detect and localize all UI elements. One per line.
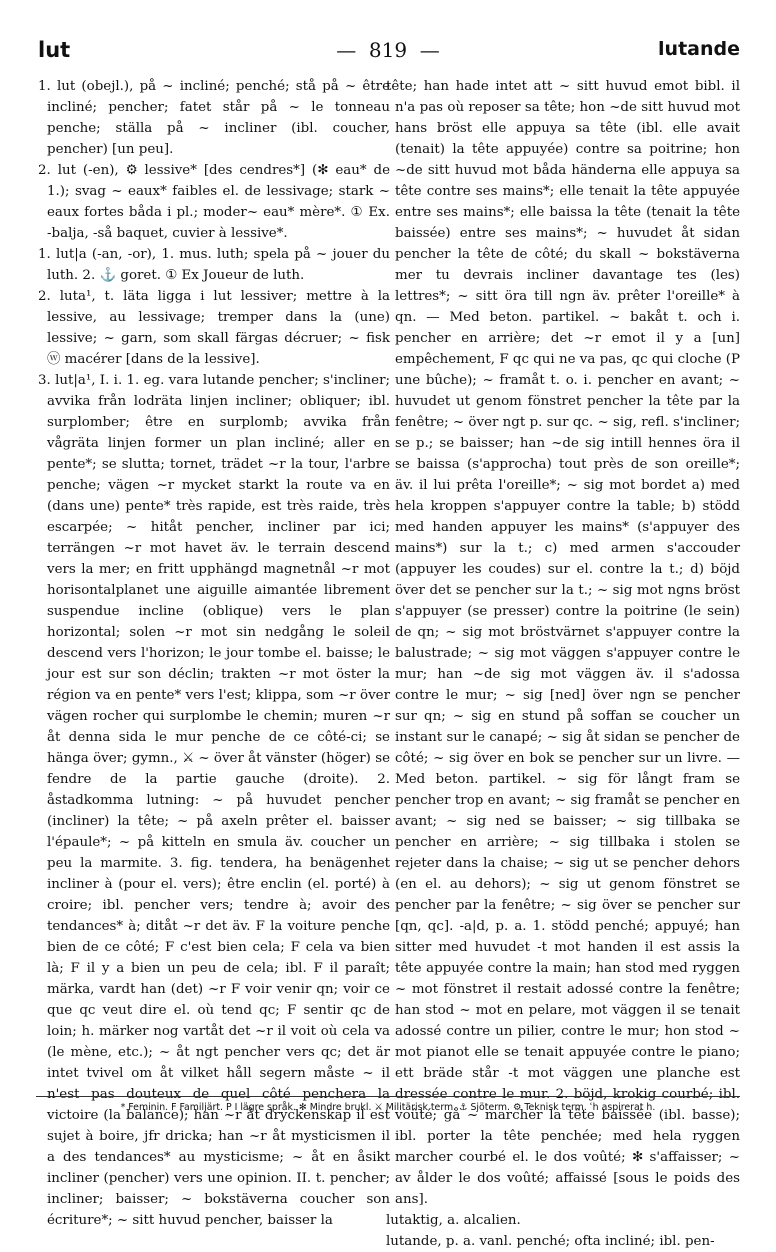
entry-luta-1: 1. lut|a (-an, -or), 1. mus. luth; spela på ~ jouer du luth. 2. ⚓ goret. ① Ex Joueur de luth.: [38, 247, 390, 283]
header-right-guide-word: lutande: [658, 38, 740, 60]
entry-lutaktig: lutaktig, a. alcalien.: [386, 1213, 521, 1228]
entry-lut-2: 2. lut (-en), ⚙ lessive* [des cendres*] (✻ eau* de 1.); svag ~ eaux* faibles el. de lessivage; stark ~ eaux fortes båda i pl.; moder~ eau* mère*. ① Ex. -balja, -så baquet, cuvier à lessive*.: [38, 163, 390, 241]
entry-luta-3-continued: tête; han hade intet att ~ sitt huvud emot bibl. il n'a pas où reposer sa tête; hon ~de sitt huvud mot hans bröst elle appuya sa tête (ibl. elle avait (tenait) la tête appuyée) contre sa poitrine; hon ~de sitt huvud mot båda händerna elle appuya sa tête contre ses mains*; elle tenait la tête appuyée entre ses mains*; elle baissa la tête (tenait la tête baissée) entre ses mains*; ~ huvudet åt sidan pencher la tête de côté; du skall ~ bokstäverna mer tu devrais incliner davantage tes (les) lettres*; ~ sitt öra till ngn äv. prêter l'oreille* à qn. — Med beton. partikel. ~ bakåt t. och i. pencher en arrière; det ~r emot il y a [un] empêchement, F qc qui ne va pas, qc qui cloche (P une bûche); ~ framåt t. o. i. pencher en avant; ~ huvudet ut genom fönstret pencher la tête par la fenêtre; ~ över ngt p. sur qc. ~ sig, refl. s'incliner; se p.; se baisser; han ~de sig intill hennes öra il se baissa (s'approcha) tout près de son oreille*; äv. il lui prêta l'oreille*; ~ sig mot bordet a) med hela kroppen s'appuyer contre la table; b) stödd med handen appuyer les mains* (s'appuyer des mains*) sur la t.; c) med armen s'accouder (appuyer les coudes) sur el. contre la t.; d) böjd över det se pencher sur la t.; ~ sig mot ngns bröst s'appuyer (se presser) contre la poitrine (le sein) de qn; ~ sig mot bröstvärnet s'appuyer contre la balustrade; ~ sig mot väggen s'appuyer contre le mur; han ~de sig mot väggen äv. il s'adossa contre le mur; ~ sig [ned] över ngn se pencher sur qn; ~ sig en stund på soffan se coucher un instant sur le canapé; ~ sig åt sidan se pencher de côté; ~ sig över en bok se pencher sur un livre. — Med beton. partikel. ~ sig för långt fram se pencher trop en avant; ~ sig framåt se pencher en avant; ~ sig ned se baisser; ~ sig tillbaka se pencher en arrière; ~ sig tillbaka i stolen se rejeter dans la chaise; ~ sig ut se pencher dehors (en el. au dehors); ~ sig ut genom fönstret se pencher par la fenêtre; ~ sig över se pencher sur [qn, qc]. -a|d, p. a. 1. stödd penché; appuyé; han sitter med huvudet -t mot handen il est assis la tête appuyée contre la main; han stod med ryggen ~ mot fönstret il restait adossé contre la fenêtre; han stod ~ mot en pelare, mot väggen il se tenait adossé contre un pilier, contre le mur; hon stod ~ mot pianot elle se tenait appuyée contre le piano; ett bräde står -t mot väggen une planche est dressée contre le mur. 2. böjd, krokig courbé; ibl. voûté; gå ~ marcher la tête baissée (ibl. basse); ibl. porter la tête penchée; med hela ryggen marcher courbé el. le dos voûté; ✻ s'affaisser; ~ av ålder le dos voûté; affaissé [sous le poids des ans].: [386, 79, 740, 1207]
page-number: — 819 —: [336, 38, 440, 62]
page-header: [36, 38, 740, 68]
abbreviation-legend: * Feminin. F Familjärt. P I lägre språk. ✻ Mindre brukl. ⚔ Militärisk term. ⚓ Sjöterm. ⚙ Teknisk term. ʿh aspirerat h.: [120, 1102, 656, 1113]
entry-luta-2: 2. luta¹, t. läta ligga i lut lessiver; mettre à la lessive, au lessivage; tremper dans la (une) lessive; ~ garn, som skall färgas décruer; ~ fisk ⓦ macérer [dans de la lessive].: [38, 289, 390, 367]
footer-divider: [36, 1096, 740, 1097]
header-left-guide-word: lut: [38, 38, 71, 62]
entry-luta-3: 3. lut|a¹, I. i. 1. eg. vara lutande pencher; s'incliner; avvika från lodräta linjen incliner; obliquer; ibl. surplomber; être en surplomb; avvika från vågräta linjen former un plan incliné; aller en pente*; se slutta; tornet, trädet ~r la tour, l'arbre penche; vägen ~r mycket starkt la route va en (dans une) pente* très rapide, est très raide, très escarpée; ~ hitåt pencher, incliner par ici; terrängen ~r mot havet äv. le terrain descend vers la mer; en fritt upphängd magnetnål ~r mot horisontalplanet une aiguille aimantée librement suspendue incline (oblique) vers le plan horizontal; solen ~r mot sin nedgång le soleil descend vers l'horizon; le jour tombe el. baisse; le jour est sur son déclin; trakten ~r mot öster la région va en pente* vers l'est; klippa, som ~r över vägen rocher qui surplombe le chemin; muren ~r åt denna sida le mur penche de ce côté-ci; se hänga över; gymn., ⚔ ~ över åt vänster (höger) se fendre de la partie gauche (droite). 2. åstadkomma lutning: ~ på huvudet pencher (incliner) la tête; ~ på axeln prêter el. baisser l'épaule*; ~ på kitteln en smula äv. coucher un peu la marmite. 3. fig. tendera, ha benägenhet incliner à (pour el. vers); être enclin (el. porté) à croire; ibl. pencher vers; tendre à; avoir des tendances* à; ditåt ~r det äv. F la voiture penche bien de ce côté; F c'est bien cela; F cela va bien là; F il y a bien un peu de cela; ibl. F il paraît; märka, vardt han (det) ~r F voir venir qn; voir ce que qc veut dire el. où tend qc; F sentir qc de loin; h. märker nog vartåt det ~r il voit où cela va (le mène, etc.); ~ åt ngt pencher vers qc; det är intet tvivel om åt vilket håll segern måste ~ il n'est pas douteux de quel côté penchera la victoire (la balance); han ~r åt dryckenskap il est sujet à boire, jfr dricka; han ~r åt mysticismen il a des tendances* au mysticisme; ~ åt en åsikt incliner (pencher) vers une opinion. II. t. pencher; incliner; baisser; ~ bokstäverna coucher son écriture*; ~ sitt huvud pencher, baisser la: [38, 373, 390, 1228]
entry-lut-1: 1. lut (obejl.), på ~ incliné; penché; stå på ~ être incliné; pencher; fatet står på ~ le tonneau penche; ställa på ~ incliner (ibl. coucher, pencher) [un peu].: [38, 79, 390, 157]
entry-lutande: lutande, p. a. vanl. penché; ofta incliné; ibl. pen-: [386, 1234, 715, 1249]
